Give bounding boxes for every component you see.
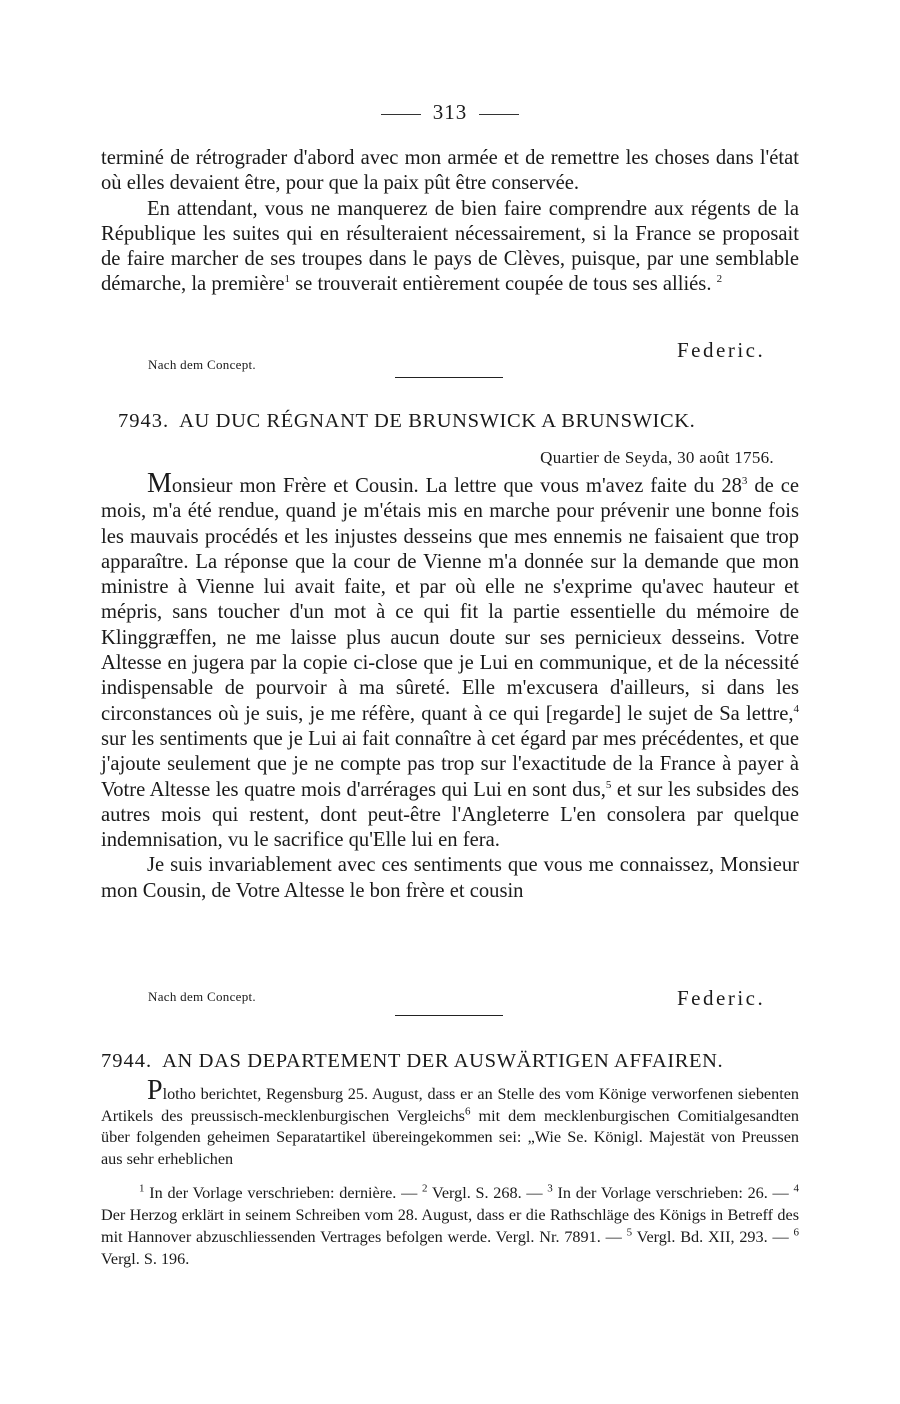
letter-7943-closing: Je suis invariablement avec ces sentiments que vous me connaissez, Monsieur mon Cousin, de Votre Altesse le bon frère et cousin — [101, 854, 799, 902]
footnote-1-text: In der Vorlage verschrieben: dernière. — — [144, 1184, 423, 1202]
letter-7943-title: AU DUC RÉGNANT DE BRUNSWICK A BRUNSWICK. — [179, 410, 696, 432]
section-divider-1 — [395, 377, 503, 378]
page-number-dash-right — [479, 114, 519, 115]
footnote-2-text: Vergl. S. 268. — — [427, 1184, 548, 1202]
footnote-6-number: 6 — [793, 1226, 799, 1239]
footnote-3-number: 3 — [547, 1182, 553, 1195]
letter-7944-dropcap: P — [147, 1075, 163, 1106]
letter-7944-heading — [101, 1050, 799, 1073]
footnote-ref-4: 4 — [793, 702, 799, 715]
letter-7944-number: 7944. — [101, 1050, 153, 1072]
footnote-5-number: 5 — [626, 1226, 633, 1239]
letter-7944-text-a: lotho berichtet, Regensburg 25. August, dass er an Stelle des vom Könige verworfenen siebenten Artikels des preussisch-mecklenburgischen Vergleichs — [101, 1085, 799, 1125]
attendant-paragraph — [101, 197, 799, 298]
footnote-ref-3: 3 — [741, 475, 748, 488]
page-number-text: 313 — [432, 100, 468, 124]
footnote-6-text: Vergl. S. 196. — [101, 1250, 190, 1268]
footnote-4-number: 4 — [793, 1182, 799, 1195]
footnote-1-number: 1 — [139, 1182, 145, 1195]
attendant-text-a: En attendant, vous ne manquerez de bien faire comprendre aux régents de la République les suites qui en résulteraient nécessairement, si la France se proposait de faire marcher de ses troupes dans le pays de Clèves, puisque, par une semblable démarche, la première — [101, 197, 799, 296]
footnotes — [101, 1182, 799, 1270]
letter-7943-dateline: Quartier de Seyda, 30 août 1756. — [540, 448, 774, 467]
continuation-paragraph: terminé de rétrograder d'abord avec mon armée et de remettre les choses dans l'état où elles devaient être, pour que la paix pût être conservée. — [101, 147, 799, 195]
continuation-section — [101, 146, 799, 298]
footnote-5-text: Vergl. Bd. XII, 293. — — [632, 1228, 794, 1246]
letter-7943-text-d: et sur les subsides des autres mois qui restent, dont peut-être l'Angleterre L'en consolera par quelque indemnisation, vu le sacrifice qu'Elle lui en fera. — [101, 778, 799, 852]
concept-note-2: Nach dem Concept. — [148, 989, 256, 1004]
letter-7944-text-b: mit dem mecklenburgischen Comitialgesandten über folgenden geheimen Separatartikel übereingekommen sei: „Wie Se. Königl. Majestät von Preussen aus sehr erheblichen — [101, 1106, 800, 1168]
letter-7943-heading — [118, 410, 816, 433]
page-number-dash-left — [381, 114, 421, 115]
letter-7943-body — [101, 468, 799, 904]
letter-7943-number: 7943. — [118, 410, 170, 432]
letter-7944-title: AN DAS DEPARTEMENT DER AUSWÄRTIGEN AFFAIREN. — [162, 1050, 724, 1072]
footnote-ref-6: 6 — [464, 1105, 471, 1118]
signature-2: Federic. — [677, 986, 766, 1010]
letter-7943-text-a: onsieur mon Frère et Cousin. La lettre que vous m'avez faite du 28 — [171, 475, 742, 497]
concept-note-1: Nach dem Concept. — [148, 357, 256, 372]
footnote-3-text: In der Vorlage verschrieben: 26. — — [552, 1184, 794, 1202]
footnote-ref-2: 2 — [716, 273, 723, 286]
section-divider-2 — [395, 1015, 503, 1016]
letter-7943-dropcap: M — [147, 468, 172, 499]
letter-7943-text-b: de ce mois, m'a été rendue, quand je m'étais mis en marche pour prévenir une bonne fois les mauvais procédés et les injustes desseins que mes ennemis ne faisaient que trop apparaître. La réponse que la cour de Vienne m'a donnée sur la demande que mon ministre à Vienne lui avait faite, et par où elle ne s'exprime qu'avec hauteur et mépris, sans toucher d'un mot à ce qui fit la partie essentielle du mémoire de Klinggræffen, ne me laisse plus aucun doute sur ses pernicieux desseins. Votre Altesse en jugera par la copie ci-close que je Lui en communique, et de la nécessité indispensable de pourvoir à ma sûreté. Elle m'excusera d'ailleurs, si dans les circonstances où je suis, je me réfère, quant à ce qui [regarde] le sujet de Sa lettre, — [101, 475, 799, 725]
letter-7943-text-c: sur les sentiments que je Lui ai fait connaître à cet égard par mes précédentes, et que j'ajoute seulement que je ne compte pas trop sur l'exactitude de la France à payer à Votre Altesse les quatre mois d'arrérages qui Lui en sont dus, — [101, 727, 799, 801]
letter-7943-paragraph — [101, 468, 799, 853]
attendant-text-b: se trouverait entièrement coupée de tous ses alliés. — [290, 273, 712, 296]
letter-7944-body — [101, 1075, 800, 1170]
footnote-2-number: 2 — [422, 1182, 428, 1195]
footnote-ref-1: 1 — [284, 273, 291, 286]
letter-7944-paragraph — [101, 1075, 800, 1170]
footnote-4-text: Der Herzog erklärt in seinem Schreiben vom 28. August, dass er die Rathschläge des Königs in Betreff des mit Hannover abzuschliessenden Vertrages befolgen werde. Vergl. Nr. 7891. — — [101, 1206, 799, 1246]
footnote-ref-5: 5 — [605, 778, 612, 791]
page-number — [0, 100, 900, 125]
signature-1: Federic. — [677, 338, 766, 362]
